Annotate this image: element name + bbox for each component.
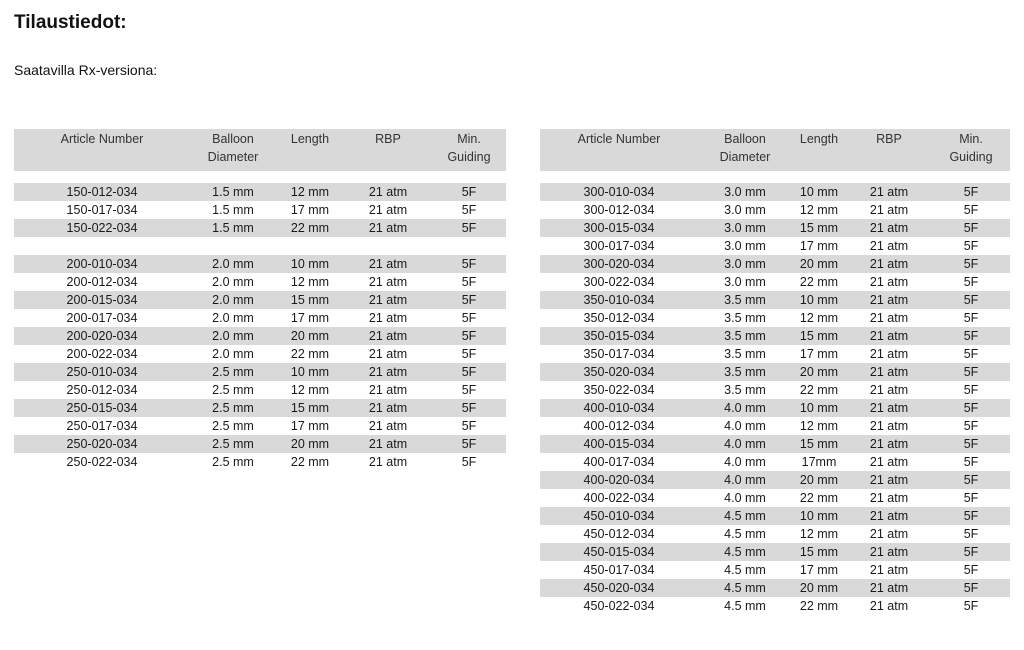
column-header-balloon-diameter <box>698 129 792 166</box>
rbp-cell: 21 atm <box>869 221 909 235</box>
table-row <box>540 579 1010 597</box>
balloon-diameter-cell: 2.5 mm <box>212 419 254 433</box>
rbp-cell: 21 atm <box>869 455 909 469</box>
length-cell: 20 mm <box>799 257 839 271</box>
rbp-cell: 21 atm <box>368 419 408 433</box>
table-row <box>540 561 1010 579</box>
rbp-cell: 21 atm <box>869 383 909 397</box>
article-number-cell: 300-010-034 <box>583 185 655 199</box>
table-row <box>540 219 1010 237</box>
balloon-diameter-cell: 4.5 mm <box>724 563 766 577</box>
rbp-cell: 21 atm <box>368 185 408 199</box>
min-guiding-cell: 5F <box>461 257 477 271</box>
article-number-cell: 250-017-034 <box>66 419 138 433</box>
balloon-diameter-cell: 3.5 mm <box>724 293 766 307</box>
column-header-article-number <box>14 129 190 148</box>
length-cell: 12 mm <box>799 527 839 541</box>
min-guiding-cell: 5F <box>461 347 477 361</box>
article-number-cell: 350-010-034 <box>583 293 655 307</box>
table-row <box>14 255 506 273</box>
article-number-cell: 250-010-034 <box>66 365 138 379</box>
length-cell: 22 mm <box>799 599 839 613</box>
article-number-cell: 300-020-034 <box>583 257 655 271</box>
header-line: Guiding <box>949 150 993 164</box>
min-guiding-cell: 5F <box>461 221 477 235</box>
balloon-diameter-cell: 4.5 mm <box>724 599 766 613</box>
table-row <box>540 435 1010 453</box>
balloon-diameter-cell: 4.0 mm <box>724 419 766 433</box>
table-row <box>540 597 1010 615</box>
article-number-cell: 150-012-034 <box>66 185 138 199</box>
length-cell: 15 mm <box>799 437 839 451</box>
rbp-cell: 21 atm <box>869 329 909 343</box>
table-row <box>540 345 1010 363</box>
balloon-diameter-cell: 3.0 mm <box>724 185 766 199</box>
balloon-diameter-cell: 2.0 mm <box>212 257 254 271</box>
table-row <box>14 273 506 291</box>
article-number-cell: 200-012-034 <box>66 275 138 289</box>
column-header-rbp <box>344 129 432 148</box>
article-number-cell: 250-012-034 <box>66 383 138 397</box>
min-guiding-cell: 5F <box>461 437 477 451</box>
column-header-rbp <box>846 129 932 148</box>
article-number-cell: 450-010-034 <box>583 509 655 523</box>
min-guiding-cell: 5F <box>963 401 979 415</box>
article-number-cell: 350-022-034 <box>583 383 655 397</box>
table-row <box>14 291 506 309</box>
min-guiding-cell: 5F <box>461 455 477 469</box>
column-header-article-number <box>540 129 698 148</box>
rbp-cell: 21 atm <box>869 527 909 541</box>
length-cell: 17mm <box>801 455 837 469</box>
article-number-cell: 300-015-034 <box>583 221 655 235</box>
column-header-min-guiding <box>432 129 506 166</box>
length-cell: 15 mm <box>290 401 330 415</box>
rbp-cell: 21 atm <box>368 293 408 307</box>
min-guiding-cell: 5F <box>963 581 979 595</box>
length-cell: 22 mm <box>290 221 330 235</box>
min-guiding-cell: 5F <box>963 419 979 433</box>
header-spacer <box>540 171 1010 183</box>
min-guiding-cell: 5F <box>963 455 979 469</box>
balloon-diameter-cell: 3.0 mm <box>724 203 766 217</box>
header-line: Article Number <box>60 132 144 146</box>
header-spacer <box>14 171 506 183</box>
rbp-cell: 21 atm <box>368 275 408 289</box>
length-cell: 22 mm <box>290 455 330 469</box>
article-number-cell: 450-020-034 <box>583 581 655 595</box>
table-row <box>14 327 506 345</box>
rbp-cell: 21 atm <box>869 509 909 523</box>
article-number-cell: 150-022-034 <box>66 221 138 235</box>
table-row <box>540 453 1010 471</box>
balloon-diameter-cell: 3.5 mm <box>724 383 766 397</box>
length-cell: 17 mm <box>799 347 839 361</box>
length-cell: 10 mm <box>799 509 839 523</box>
balloon-diameter-cell: 2.5 mm <box>212 401 254 415</box>
table-row <box>540 273 1010 291</box>
balloon-diameter-cell: 1.5 mm <box>212 203 254 217</box>
table-row <box>540 399 1010 417</box>
rbp-cell: 21 atm <box>368 311 408 325</box>
article-number-cell: 400-017-034 <box>583 455 655 469</box>
balloon-diameter-cell: 3.0 mm <box>724 221 766 235</box>
length-cell: 12 mm <box>799 203 839 217</box>
rbp-cell: 21 atm <box>869 185 909 199</box>
rbp-cell <box>344 237 432 255</box>
article-number-cell: 400-015-034 <box>583 437 655 451</box>
rbp-cell: 21 atm <box>368 455 408 469</box>
balloon-diameter-cell <box>190 237 276 255</box>
length-cell: 20 mm <box>290 329 330 343</box>
table-row <box>540 525 1010 543</box>
table-row <box>540 543 1010 561</box>
table-row <box>540 381 1010 399</box>
rbp-cell: 21 atm <box>869 275 909 289</box>
balloon-diameter-cell: 2.5 mm <box>212 455 254 469</box>
article-number-cell: 300-022-034 <box>583 275 655 289</box>
min-guiding-cell: 5F <box>963 599 979 613</box>
min-guiding-cell: 5F <box>963 527 979 541</box>
min-guiding-cell: 5F <box>963 311 979 325</box>
table-row <box>540 363 1010 381</box>
balloon-diameter-cell: 3.0 mm <box>724 257 766 271</box>
page-title: Tilaustiedot: <box>14 12 127 33</box>
table-row <box>540 417 1010 435</box>
length-cell: 12 mm <box>290 383 330 397</box>
table-row <box>14 183 506 201</box>
article-number-cell: 200-017-034 <box>66 311 138 325</box>
min-guiding-cell: 5F <box>963 185 979 199</box>
table-row <box>14 417 506 435</box>
article-number-cell: 400-010-034 <box>583 401 655 415</box>
length-cell: 17 mm <box>290 311 330 325</box>
table-row <box>14 435 506 453</box>
column-header-length <box>276 129 344 148</box>
rbp-cell: 21 atm <box>869 365 909 379</box>
table-row <box>14 363 506 381</box>
balloon-diameter-cell: 2.0 mm <box>212 275 254 289</box>
min-guiding-cell: 5F <box>963 293 979 307</box>
balloon-diameter-cell: 4.5 mm <box>724 545 766 559</box>
table-row <box>14 453 506 471</box>
column-header-length <box>792 129 846 148</box>
min-guiding-cell: 5F <box>461 365 477 379</box>
article-number-cell: 200-020-034 <box>66 329 138 343</box>
length-cell: 22 mm <box>290 347 330 361</box>
length-cell: 12 mm <box>290 185 330 199</box>
length-cell: 10 mm <box>290 257 330 271</box>
article-number-cell: 450-017-034 <box>583 563 655 577</box>
length-cell: 20 mm <box>290 437 330 451</box>
balloon-diameter-cell: 4.5 mm <box>724 527 766 541</box>
article-number-cell <box>14 237 190 255</box>
min-guiding-cell: 5F <box>461 401 477 415</box>
length-cell <box>276 237 344 255</box>
balloon-diameter-cell: 1.5 mm <box>212 185 254 199</box>
min-guiding-cell: 5F <box>963 221 979 235</box>
min-guiding-cell: 5F <box>461 383 477 397</box>
order-table-right <box>540 129 1010 615</box>
balloon-diameter-cell: 3.5 mm <box>724 347 766 361</box>
min-guiding-cell: 5F <box>461 275 477 289</box>
header-line: Diameter <box>207 150 259 164</box>
min-guiding-cell <box>432 237 506 255</box>
length-cell: 22 mm <box>799 491 839 505</box>
min-guiding-cell: 5F <box>963 329 979 343</box>
article-number-cell: 450-015-034 <box>583 545 655 559</box>
table-row <box>14 237 506 255</box>
min-guiding-cell: 5F <box>963 437 979 451</box>
rbp-cell: 21 atm <box>368 347 408 361</box>
article-number-cell: 450-012-034 <box>583 527 655 541</box>
header-line: Guiding <box>447 150 491 164</box>
article-number-cell: 200-015-034 <box>66 293 138 307</box>
rbp-cell: 21 atm <box>869 563 909 577</box>
table-row <box>14 219 506 237</box>
table-row <box>540 201 1010 219</box>
table-header <box>14 129 506 171</box>
table-row <box>14 381 506 399</box>
header-line: Length <box>290 132 330 146</box>
header-line: Length <box>799 132 839 146</box>
length-cell: 15 mm <box>799 329 839 343</box>
table-row <box>540 255 1010 273</box>
article-number-cell: 250-022-034 <box>66 455 138 469</box>
balloon-diameter-cell: 2.5 mm <box>212 383 254 397</box>
balloon-diameter-cell: 4.5 mm <box>724 581 766 595</box>
header-line: Diameter <box>719 150 771 164</box>
rbp-cell: 21 atm <box>368 221 408 235</box>
length-cell: 15 mm <box>799 545 839 559</box>
rbp-cell: 21 atm <box>869 473 909 487</box>
balloon-diameter-cell: 2.0 mm <box>212 347 254 361</box>
article-number-cell: 350-015-034 <box>583 329 655 343</box>
table-row <box>14 399 506 417</box>
table-row <box>540 309 1010 327</box>
table-row <box>14 309 506 327</box>
article-number-cell: 400-012-034 <box>583 419 655 433</box>
rbp-cell: 21 atm <box>368 257 408 271</box>
rbp-cell: 21 atm <box>869 491 909 505</box>
header-line: Article Number <box>577 132 661 146</box>
balloon-diameter-cell: 3.5 mm <box>724 329 766 343</box>
min-guiding-cell: 5F <box>461 419 477 433</box>
rbp-cell: 21 atm <box>869 581 909 595</box>
min-guiding-cell: 5F <box>461 293 477 307</box>
rbp-cell: 21 atm <box>869 545 909 559</box>
rbp-cell: 21 atm <box>368 203 408 217</box>
rbp-cell: 21 atm <box>869 239 909 253</box>
table-header <box>540 129 1010 171</box>
min-guiding-cell: 5F <box>461 311 477 325</box>
min-guiding-cell: 5F <box>963 275 979 289</box>
balloon-diameter-cell: 4.0 mm <box>724 473 766 487</box>
length-cell: 22 mm <box>799 275 839 289</box>
table-body <box>540 183 1010 615</box>
min-guiding-cell: 5F <box>963 491 979 505</box>
column-header-balloon-diameter <box>190 129 276 166</box>
balloon-diameter-cell: 3.0 mm <box>724 275 766 289</box>
article-number-cell: 350-017-034 <box>583 347 655 361</box>
header-line: RBP <box>876 132 902 146</box>
min-guiding-cell: 5F <box>963 545 979 559</box>
rbp-cell: 21 atm <box>869 347 909 361</box>
min-guiding-cell: 5F <box>461 185 477 199</box>
balloon-diameter-cell: 4.0 mm <box>724 401 766 415</box>
min-guiding-cell: 5F <box>963 383 979 397</box>
header-line: Min. <box>457 132 481 146</box>
length-cell: 22 mm <box>799 383 839 397</box>
balloon-diameter-cell: 3.5 mm <box>724 365 766 379</box>
subtitle: Saatavilla Rx-versiona: <box>14 62 158 78</box>
length-cell: 20 mm <box>799 473 839 487</box>
length-cell: 17 mm <box>290 203 330 217</box>
min-guiding-cell: 5F <box>963 347 979 361</box>
table-row <box>540 471 1010 489</box>
min-guiding-cell: 5F <box>963 473 979 487</box>
article-number-cell: 300-012-034 <box>583 203 655 217</box>
table-row <box>540 507 1010 525</box>
min-guiding-cell: 5F <box>461 203 477 217</box>
rbp-cell: 21 atm <box>869 311 909 325</box>
column-header-min-guiding <box>932 129 1010 166</box>
article-number-cell: 200-010-034 <box>66 257 138 271</box>
table-row <box>540 327 1010 345</box>
balloon-diameter-cell: 2.0 mm <box>212 329 254 343</box>
article-number-cell: 350-012-034 <box>583 311 655 325</box>
order-table-left <box>14 129 506 471</box>
rbp-cell: 21 atm <box>869 599 909 613</box>
balloon-diameter-cell: 2.5 mm <box>212 365 254 379</box>
balloon-diameter-cell: 4.0 mm <box>724 491 766 505</box>
article-number-cell: 400-022-034 <box>583 491 655 505</box>
balloon-diameter-cell: 4.5 mm <box>724 509 766 523</box>
table-row <box>14 201 506 219</box>
article-number-cell: 350-020-034 <box>583 365 655 379</box>
article-number-cell: 200-022-034 <box>66 347 138 361</box>
article-number-cell: 400-020-034 <box>583 473 655 487</box>
length-cell: 10 mm <box>290 365 330 379</box>
article-number-cell: 250-015-034 <box>66 401 138 415</box>
length-cell: 12 mm <box>290 275 330 289</box>
balloon-diameter-cell: 4.0 mm <box>724 437 766 451</box>
length-cell: 20 mm <box>799 365 839 379</box>
rbp-cell: 21 atm <box>368 437 408 451</box>
rbp-cell: 21 atm <box>368 383 408 397</box>
rbp-cell: 21 atm <box>869 437 909 451</box>
min-guiding-cell: 5F <box>963 365 979 379</box>
rbp-cell: 21 atm <box>869 401 909 415</box>
length-cell: 10 mm <box>799 293 839 307</box>
rbp-cell: 21 atm <box>368 401 408 415</box>
length-cell: 17 mm <box>290 419 330 433</box>
rbp-cell: 21 atm <box>368 365 408 379</box>
min-guiding-cell: 5F <box>963 239 979 253</box>
table-row <box>540 291 1010 309</box>
header-line: Min. <box>959 132 983 146</box>
length-cell: 10 mm <box>799 401 839 415</box>
balloon-diameter-cell: 3.5 mm <box>724 311 766 325</box>
length-cell: 12 mm <box>799 311 839 325</box>
balloon-diameter-cell: 2.0 mm <box>212 311 254 325</box>
length-cell: 17 mm <box>799 563 839 577</box>
article-number-cell: 300-017-034 <box>583 239 655 253</box>
article-number-cell: 150-017-034 <box>66 203 138 217</box>
balloon-diameter-cell: 2.0 mm <box>212 293 254 307</box>
article-number-cell: 450-022-034 <box>583 599 655 613</box>
balloon-diameter-cell: 1.5 mm <box>212 221 254 235</box>
rbp-cell: 21 atm <box>869 419 909 433</box>
balloon-diameter-cell: 2.5 mm <box>212 437 254 451</box>
table-body <box>14 183 506 471</box>
min-guiding-cell: 5F <box>963 509 979 523</box>
rbp-cell: 21 atm <box>869 293 909 307</box>
table-row <box>540 489 1010 507</box>
rbp-cell: 21 atm <box>869 203 909 217</box>
length-cell: 12 mm <box>799 419 839 433</box>
table-row <box>14 345 506 363</box>
table-row <box>540 183 1010 201</box>
balloon-diameter-cell: 3.0 mm <box>724 239 766 253</box>
length-cell: 17 mm <box>799 239 839 253</box>
min-guiding-cell: 5F <box>461 329 477 343</box>
rbp-cell: 21 atm <box>368 329 408 343</box>
length-cell: 15 mm <box>799 221 839 235</box>
header-line: RBP <box>375 132 401 146</box>
length-cell: 15 mm <box>290 293 330 307</box>
min-guiding-cell: 5F <box>963 203 979 217</box>
length-cell: 20 mm <box>799 581 839 595</box>
header-line: Balloon <box>724 132 766 146</box>
table-row <box>540 237 1010 255</box>
article-number-cell: 250-020-034 <box>66 437 138 451</box>
min-guiding-cell: 5F <box>963 563 979 577</box>
length-cell: 10 mm <box>799 185 839 199</box>
min-guiding-cell: 5F <box>963 257 979 271</box>
rbp-cell: 21 atm <box>869 257 909 271</box>
header-line: Balloon <box>212 132 254 146</box>
balloon-diameter-cell: 4.0 mm <box>724 455 766 469</box>
